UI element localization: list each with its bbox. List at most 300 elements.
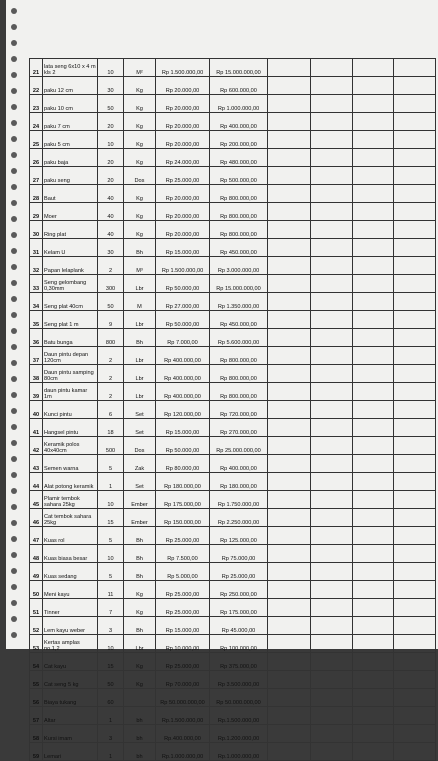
row-number-cell: 34: [30, 293, 43, 311]
binder-hole: [11, 472, 17, 478]
total-price-cell: Rp 375.000,00: [210, 653, 268, 671]
empty-cell: [394, 491, 436, 509]
empty-cell: [353, 329, 394, 347]
empty-cell: [268, 509, 311, 527]
item-description-cell: Daun pintu samping 80cm: [43, 365, 98, 383]
row-number-cell: 33: [30, 275, 43, 293]
binder-hole: [11, 632, 17, 638]
empty-cell: [353, 419, 394, 437]
unit-cell: Bh: [124, 527, 156, 545]
empty-cell: [394, 59, 436, 77]
binder-hole: [11, 360, 17, 366]
item-description-cell: Cat kayu: [43, 653, 98, 671]
empty-cell: [353, 59, 394, 77]
item-description-cell: Kunci pintu: [43, 401, 98, 419]
unit-cell: Bh: [124, 617, 156, 635]
empty-cell: [394, 707, 436, 725]
empty-cell: [394, 383, 436, 401]
unit-cell: Lbr: [124, 635, 156, 653]
empty-cell: [268, 347, 311, 365]
unit-cell: Kg: [124, 149, 156, 167]
empty-cell: [353, 581, 394, 599]
table-row: [30, 455, 436, 473]
unit-price-cell: Rp 25.000,00: [156, 527, 210, 545]
binder-hole: [11, 104, 17, 110]
quantity-cell: 10: [98, 131, 124, 149]
empty-cell: [311, 455, 353, 473]
unit-cell: Bh: [124, 329, 156, 347]
row-number-cell: 48: [30, 545, 43, 563]
empty-cell: [311, 383, 353, 401]
empty-cell: [311, 185, 353, 203]
empty-cell: [353, 563, 394, 581]
quantity-cell: 50: [98, 671, 124, 689]
empty-cell: [311, 347, 353, 365]
total-price-cell: Rp 175.000,00: [210, 599, 268, 617]
quantity-cell: 6: [98, 401, 124, 419]
empty-cell: [268, 563, 311, 581]
binder-hole: [11, 56, 17, 62]
row-number-cell: 36: [30, 329, 43, 347]
binder-hole: [11, 8, 17, 14]
empty-cell: [268, 635, 311, 653]
row-number-cell: 25: [30, 131, 43, 149]
unit-cell: Lbr: [124, 347, 156, 365]
total-price-cell: Rp 1.350.000,00: [210, 293, 268, 311]
table-row: [30, 167, 436, 185]
unit-cell: Kg: [124, 77, 156, 95]
empty-cell: [353, 689, 394, 707]
table-row: [30, 221, 436, 239]
empty-cell: [268, 419, 311, 437]
empty-cell: [268, 653, 311, 671]
row-number-cell: 51: [30, 599, 43, 617]
quantity-cell: 5: [98, 455, 124, 473]
binder-hole: [11, 24, 17, 30]
item-description-cell: Plamir tembok sahara 25kg: [43, 491, 98, 509]
empty-cell: [311, 275, 353, 293]
empty-cell: [353, 617, 394, 635]
quantity-cell: 15: [98, 653, 124, 671]
empty-cell: [268, 167, 311, 185]
table-row: [30, 419, 436, 437]
empty-cell: [268, 311, 311, 329]
quantity-cell: 15: [98, 509, 124, 527]
empty-cell: [268, 59, 311, 77]
empty-cell: [353, 383, 394, 401]
total-price-cell: Rp 3.000.000,00: [210, 257, 268, 275]
row-number-cell: 23: [30, 95, 43, 113]
empty-cell: [268, 239, 311, 257]
table-row: [30, 545, 436, 563]
empty-cell: [268, 275, 311, 293]
empty-cell: [311, 545, 353, 563]
empty-cell: [353, 77, 394, 95]
unit-price-cell: Rp 50.000,00: [156, 437, 210, 455]
empty-cell: [394, 257, 436, 275]
row-number-cell: 55: [30, 671, 43, 689]
unit-cell: Kg: [124, 221, 156, 239]
empty-cell: [394, 473, 436, 491]
quantity-cell: 2: [98, 383, 124, 401]
unit-cell: Dos: [124, 437, 156, 455]
quantity-cell: 30: [98, 77, 124, 95]
quantity-cell: 18: [98, 419, 124, 437]
unit-price-cell: Rp 50.000.000,00: [156, 689, 210, 707]
total-price-cell: Rp 800.000,00: [210, 185, 268, 203]
empty-cell: [268, 185, 311, 203]
binder-hole: [11, 232, 17, 238]
empty-cell: [394, 131, 436, 149]
table-row: [30, 347, 436, 365]
unit-cell: bh: [124, 743, 156, 761]
unit-cell: Zak: [124, 455, 156, 473]
empty-cell: [394, 419, 436, 437]
empty-cell: [394, 113, 436, 131]
empty-cell: [311, 401, 353, 419]
quantity-cell: 30: [98, 239, 124, 257]
total-price-cell: Rp 450.000,00: [210, 311, 268, 329]
empty-cell: [394, 725, 436, 743]
unit-price-cell: Rp 27.000,00: [156, 293, 210, 311]
unit-cell: Dos: [124, 167, 156, 185]
empty-cell: [311, 329, 353, 347]
quantity-cell: 800: [98, 329, 124, 347]
empty-cell: [394, 743, 436, 761]
unit-price-cell: Rp 180.000,00: [156, 473, 210, 491]
quantity-cell: 11: [98, 581, 124, 599]
unit-price-cell: Rp 25.000,00: [156, 653, 210, 671]
item-description-cell: Daun pintu depan 120cm: [43, 347, 98, 365]
quantity-cell: 7: [98, 599, 124, 617]
budget-table-body: [30, 59, 436, 761]
empty-cell: [394, 653, 436, 671]
binder-hole: [11, 312, 17, 318]
unit-price-cell: Rp 20.000,00: [156, 77, 210, 95]
empty-cell: [311, 419, 353, 437]
unit-cell: Kg: [124, 599, 156, 617]
item-description-cell: Seng gelombang 0,30mm: [43, 275, 98, 293]
quantity-cell: 1: [98, 743, 124, 761]
unit-price-cell: Rp 150.000,00: [156, 509, 210, 527]
empty-cell: [353, 257, 394, 275]
total-price-cell: Rp 250.000,00: [210, 581, 268, 599]
table-row: [30, 257, 436, 275]
empty-cell: [311, 203, 353, 221]
row-number-cell: 22: [30, 77, 43, 95]
empty-cell: [268, 329, 311, 347]
empty-cell: [353, 365, 394, 383]
unit-cell: Set: [124, 401, 156, 419]
table-row: [30, 509, 436, 527]
item-description-cell: Batu bunga: [43, 329, 98, 347]
quantity-cell: 20: [98, 149, 124, 167]
unit-price-cell: Rp 80.000,00: [156, 455, 210, 473]
empty-cell: [268, 617, 311, 635]
unit-cell: bh: [124, 725, 156, 743]
total-price-cell: Rp 1.000.000,00: [210, 95, 268, 113]
total-price-cell: Rp 180.000,00: [210, 473, 268, 491]
total-price-cell: Rp 800.000,00: [210, 203, 268, 221]
item-description-cell: paku seng: [43, 167, 98, 185]
item-description-cell: Seng plat 1 m: [43, 311, 98, 329]
empty-cell: [311, 527, 353, 545]
unit-price-cell: Rp 400.000,00: [156, 347, 210, 365]
row-number-cell: 27: [30, 167, 43, 185]
empty-cell: [353, 743, 394, 761]
total-price-cell: Rp 50.000.000,00: [210, 689, 268, 707]
row-number-cell: 31: [30, 239, 43, 257]
empty-cell: [311, 257, 353, 275]
unit-cell: Kg: [124, 653, 156, 671]
unit-cell: Set: [124, 473, 156, 491]
binder-hole: [11, 568, 17, 574]
table-row: [30, 329, 436, 347]
empty-cell: [394, 437, 436, 455]
table-row: [30, 473, 436, 491]
empty-cell: [268, 365, 311, 383]
row-number-cell: 53: [30, 635, 43, 653]
table-row: [30, 599, 436, 617]
binder-hole: [11, 168, 17, 174]
empty-cell: [311, 149, 353, 167]
unit-price-cell: Rp.1.000.000,00: [156, 743, 210, 761]
table-row: [30, 437, 436, 455]
unit-price-cell: Rp 25.000,00: [156, 581, 210, 599]
unit-cell: Lbr: [124, 365, 156, 383]
binder-hole: [11, 216, 17, 222]
item-description-cell: daun pintu kamar 1m: [43, 383, 98, 401]
item-description-cell: Moer: [43, 203, 98, 221]
binder-hole: [11, 408, 17, 414]
table-row: [30, 95, 436, 113]
item-description-cell: Kertas amplas no.1,2: [43, 635, 98, 653]
table-row: [30, 113, 436, 131]
unit-price-cell: Rp 1.500.000,00: [156, 257, 210, 275]
binder-hole: [11, 344, 17, 350]
row-number-cell: 21: [30, 59, 43, 77]
binder-hole: [11, 200, 17, 206]
item-description-cell: Biaya tukang: [43, 689, 98, 707]
item-description-cell: Cat tembok sahara 25kg: [43, 509, 98, 527]
table-row: [30, 491, 436, 509]
table-row: [30, 383, 436, 401]
total-price-cell: Rp 125.000,00: [210, 527, 268, 545]
empty-cell: [394, 311, 436, 329]
unit-price-cell: Rp 25.000,00: [156, 599, 210, 617]
empty-cell: [268, 257, 311, 275]
total-price-cell: Rp.1.000.000,00: [210, 743, 268, 761]
unit-cell: Kg: [124, 185, 156, 203]
empty-cell: [311, 59, 353, 77]
total-price-cell: Rp 400.000,00: [210, 113, 268, 131]
empty-cell: [353, 239, 394, 257]
total-price-cell: Rp 100.000,00: [210, 635, 268, 653]
empty-cell: [268, 437, 311, 455]
empty-cell: [353, 545, 394, 563]
scanned-page: [6, 0, 438, 760]
empty-cell: [394, 689, 436, 707]
total-price-cell: Rp 400.000,00: [210, 455, 268, 473]
total-price-cell: Rp 800.000,00: [210, 221, 268, 239]
unit-cell: Kg: [124, 203, 156, 221]
binder-hole: [11, 488, 17, 494]
empty-cell: [353, 473, 394, 491]
table-row: [30, 203, 436, 221]
empty-cell: [311, 491, 353, 509]
total-price-cell: Rp 25.000.000,00: [210, 437, 268, 455]
empty-cell: [268, 581, 311, 599]
total-price-cell: Rp 75.000,00: [210, 545, 268, 563]
quantity-cell: 40: [98, 185, 124, 203]
binder-hole: [11, 584, 17, 590]
unit-price-cell: Rp 24.000,00: [156, 149, 210, 167]
table-row: [30, 563, 436, 581]
empty-cell: [268, 203, 311, 221]
binder-hole: [11, 184, 17, 190]
item-description-cell: Meni kayu: [43, 581, 98, 599]
empty-cell: [268, 149, 311, 167]
empty-cell: [353, 275, 394, 293]
empty-cell: [353, 311, 394, 329]
table-row: [30, 725, 436, 743]
item-description-cell: Kuas sedang: [43, 563, 98, 581]
binder-hole: [11, 456, 17, 462]
unit-price-cell: Rp 50.000,00: [156, 275, 210, 293]
table-row: [30, 581, 436, 599]
empty-cell: [353, 167, 394, 185]
empty-cell: [353, 707, 394, 725]
binder-hole: [11, 616, 17, 622]
empty-cell: [311, 599, 353, 617]
total-price-cell: Rp.1.200.000,00: [210, 725, 268, 743]
empty-cell: [311, 167, 353, 185]
empty-cell: [353, 509, 394, 527]
quantity-cell: 10: [98, 491, 124, 509]
empty-cell: [394, 221, 436, 239]
table-row: [30, 311, 436, 329]
empty-cell: [394, 77, 436, 95]
unit-cell: Kg: [124, 95, 156, 113]
row-number-cell: 32: [30, 257, 43, 275]
empty-cell: [394, 239, 436, 257]
item-description-cell: paku 7 cm: [43, 113, 98, 131]
row-number-cell: 43: [30, 455, 43, 473]
empty-cell: [311, 95, 353, 113]
binder-hole: [11, 440, 17, 446]
empty-cell: [268, 455, 311, 473]
empty-cell: [394, 545, 436, 563]
empty-cell: [311, 473, 353, 491]
unit-price-cell: Rp 20.000,00: [156, 221, 210, 239]
total-price-cell: Rp 800.000,00: [210, 365, 268, 383]
table-row: [30, 59, 436, 77]
quantity-cell: 40: [98, 221, 124, 239]
unit-price-cell: Rp.1.500.000,00: [156, 707, 210, 725]
unit-cell: Bh: [124, 239, 156, 257]
empty-cell: [394, 617, 436, 635]
empty-cell: [394, 203, 436, 221]
empty-cell: [268, 221, 311, 239]
empty-cell: [394, 365, 436, 383]
row-number-cell: 40: [30, 401, 43, 419]
item-description-cell: Cat seng 5 kg: [43, 671, 98, 689]
unit-price-cell: Rp 15.000,00: [156, 617, 210, 635]
empty-cell: [394, 563, 436, 581]
total-price-cell: Rp 800.000,00: [210, 347, 268, 365]
row-number-cell: 54: [30, 653, 43, 671]
empty-cell: [311, 221, 353, 239]
empty-cell: [311, 653, 353, 671]
item-description-cell: Baut: [43, 185, 98, 203]
row-number-cell: 56: [30, 689, 43, 707]
quantity-cell: 5: [98, 527, 124, 545]
unit-price-cell: Rp 400.000,00: [156, 365, 210, 383]
total-price-cell: Rp 500.000,00: [210, 167, 268, 185]
empty-cell: [353, 725, 394, 743]
empty-cell: [353, 401, 394, 419]
binder-holes: [6, 0, 20, 649]
row-number-cell: 58: [30, 725, 43, 743]
unit-cell: Kg: [124, 113, 156, 131]
empty-cell: [353, 149, 394, 167]
unit-price-cell: Rp.400.000,00: [156, 725, 210, 743]
table-row: [30, 293, 436, 311]
table-row: [30, 275, 436, 293]
total-price-cell: Rp 450.000,00: [210, 239, 268, 257]
empty-cell: [311, 671, 353, 689]
row-number-cell: 26: [30, 149, 43, 167]
row-number-cell: 50: [30, 581, 43, 599]
table-row: [30, 707, 436, 725]
empty-cell: [311, 509, 353, 527]
quantity-cell: 3: [98, 725, 124, 743]
total-price-cell: Rp 15.000.000,00: [210, 275, 268, 293]
unit-cell: [124, 689, 156, 707]
row-number-cell: 38: [30, 365, 43, 383]
item-description-cell: Lemari: [43, 743, 98, 761]
empty-cell: [311, 617, 353, 635]
empty-cell: [353, 293, 394, 311]
quantity-cell: 2: [98, 365, 124, 383]
binder-hole: [11, 504, 17, 510]
table-row: [30, 743, 436, 761]
empty-cell: [394, 527, 436, 545]
row-number-cell: 44: [30, 473, 43, 491]
empty-cell: [353, 599, 394, 617]
unit-cell: Kg: [124, 581, 156, 599]
item-description-cell: Semen warna: [43, 455, 98, 473]
row-number-cell: 59: [30, 743, 43, 761]
total-price-cell: Rp 15.000.000,00: [210, 59, 268, 77]
empty-cell: [311, 437, 353, 455]
item-description-cell: Hangsel pintu: [43, 419, 98, 437]
row-number-cell: 24: [30, 113, 43, 131]
total-price-cell: Rp 200.000,00: [210, 131, 268, 149]
empty-cell: [353, 203, 394, 221]
unit-price-cell: Rp 400.000,00: [156, 383, 210, 401]
item-description-cell: Seng plat 40cm: [43, 293, 98, 311]
empty-cell: [353, 491, 394, 509]
item-description-cell: Lem kayu weber: [43, 617, 98, 635]
table-row: [30, 671, 436, 689]
empty-cell: [353, 221, 394, 239]
unit-price-cell: Rp 20.000,00: [156, 95, 210, 113]
empty-cell: [353, 635, 394, 653]
quantity-cell: 20: [98, 167, 124, 185]
empty-cell: [311, 581, 353, 599]
empty-cell: [268, 671, 311, 689]
